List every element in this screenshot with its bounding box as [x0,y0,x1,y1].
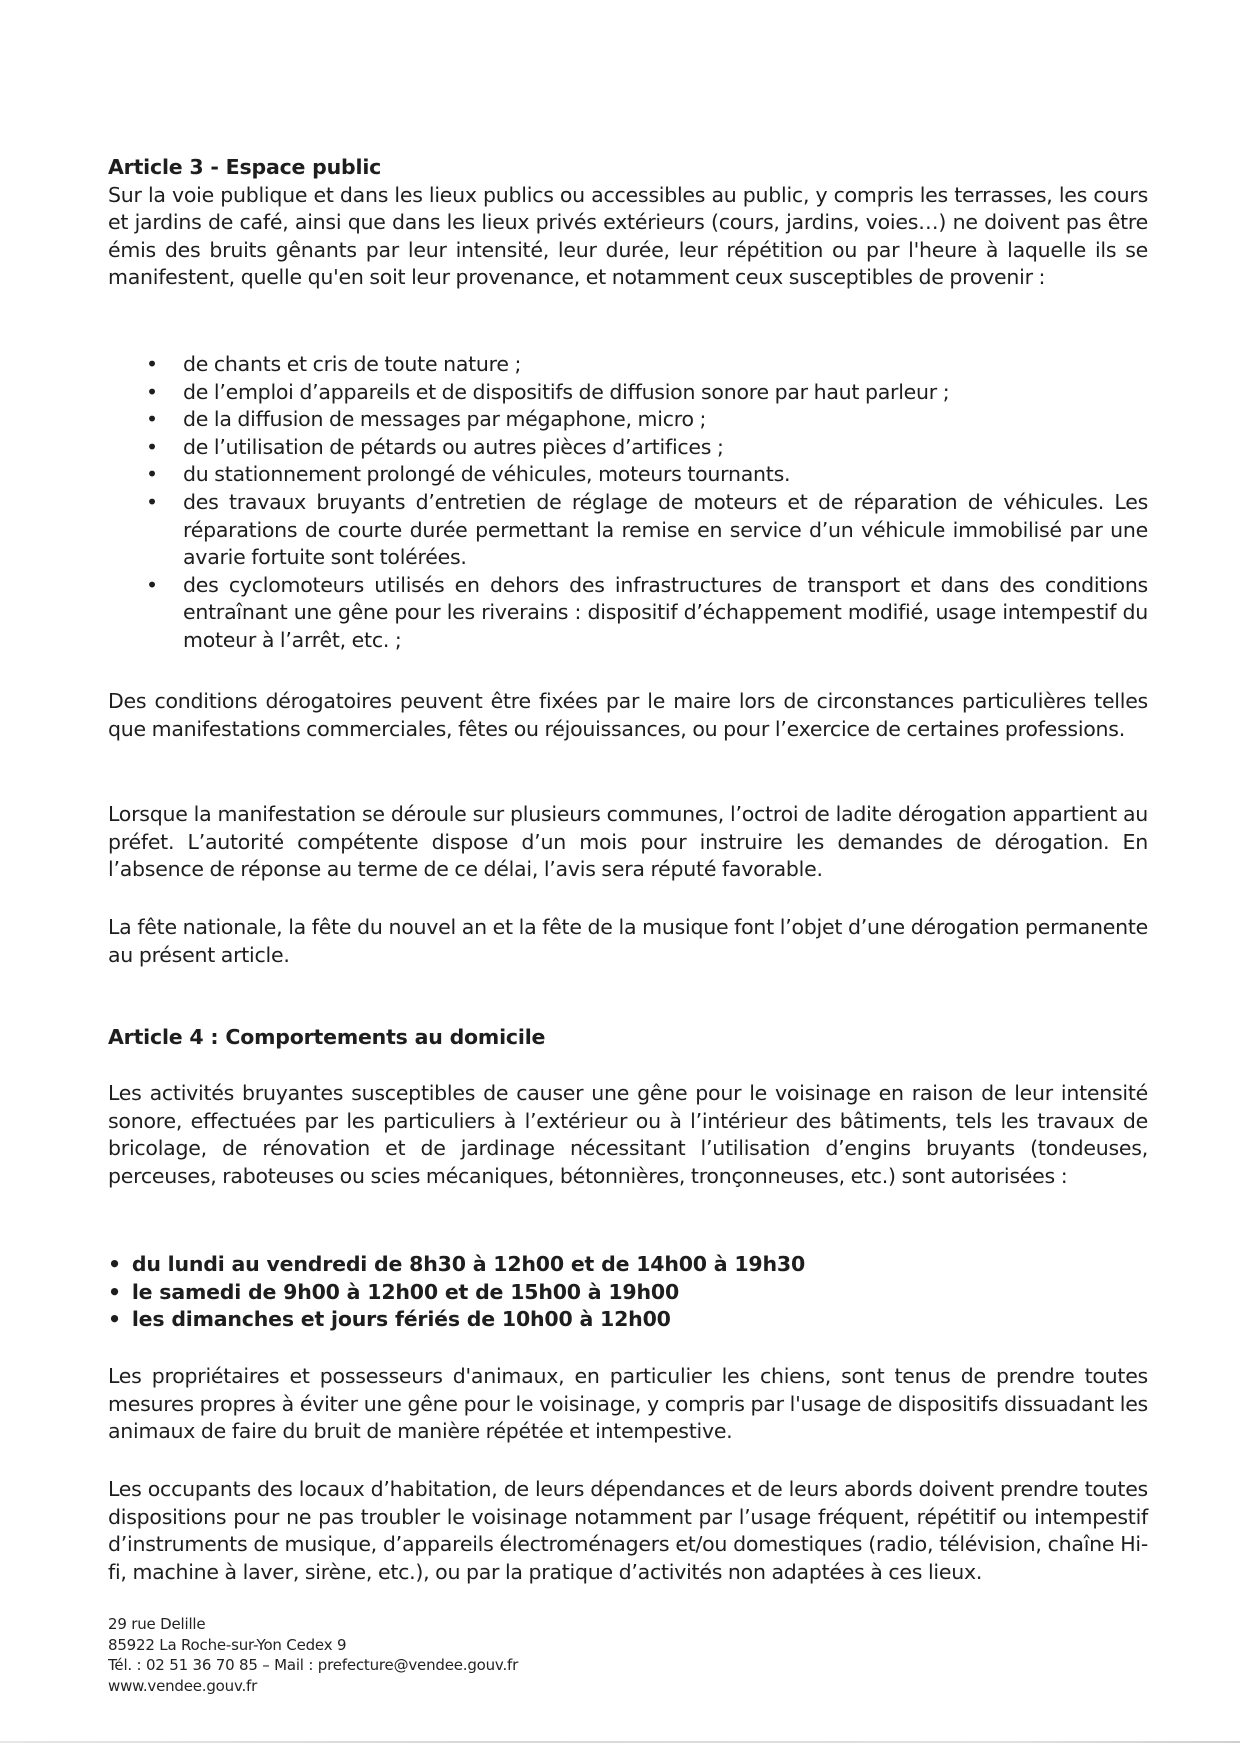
allowed-hours-list [108,1251,1148,1334]
list-item: • du stationnement prolongé de véhicules, moteurs tournants. [108,461,1148,489]
schedule-item-sunday-holidays: • les dimanches et jours fériés de 10h00 à 12h00 [108,1307,671,1332]
bullet-icon: • [146,489,158,514]
prefecture-footer [108,1614,518,1696]
multi-commune-paragraph: Lorsque la manifestation se déroule sur plusieurs communes, l’octroi de ladite dérogation appartient au préfet. L’autorité compétente dispose d’un mois pour instruire les demandes de dérogation. En l’absence de réponse au terme de ce délai, l’avis sera réputé favorable. [108,802,1148,882]
article-4-title: Article 4 : Comportements au domicile [108,1025,546,1049]
bullet-icon: • [108,1307,121,1332]
bullet-icon: • [146,462,158,487]
bullet-icon: • [146,407,158,432]
article-3-title: Article 3 - Espace public [108,155,382,179]
footer-website-link[interactable]: www.vendee.gouv.fr [108,1676,258,1695]
list-item: • de l’emploi d’appareils et de dispositifs de diffusion sonore par haut parleur ; [108,379,1148,407]
article-4-intro: Les activités bruyantes susceptibles de causer une gêne pour le voisinage en raison de leur intensité sonore, effectuées par les particuliers à l’extérieur ou à l’intérieur des bâtiments, tels les travaux de bricolage, de rénovation et de jardinage nécessitant l’utilisation d’engins bruyants (tondeuses, perceuses, raboteuses ou scies mécaniques, bétonnières, tronçonneuses, etc.) sont autorisées : [108,1081,1148,1188]
bullet-icon: • [108,1252,121,1276]
bullet-icon: • [146,379,158,404]
bullet-icon: • [146,352,158,376]
animals-paragraph: Les propriétaires et possesseurs d'animaux, en particulier les chiens, sont tenus de prendre toutes mesures propres à éviter une gêne pour le voisinage, y compris par l'usage de dispositifs dissuadant les animaux de faire du bruit de manière répétée et intempestive. [108,1364,1148,1444]
footer-contact: Tél. : 02 51 36 70 85 – Mail : prefecture@vendee.gouv.fr [108,1656,519,1674]
bullet-icon: • [108,1279,121,1304]
article-3 [108,154,1148,292]
list-item: • des cyclomoteurs utilisés en dehors des infrastructures de transport et dans des conditions entraînant une gêne pour les riverains : dispositif d’échappement modifié, usage intempestif du moteur à l’arrêt, etc. ; [146,572,1148,652]
list-item: • de chants et cris de toute nature ; [108,351,1148,379]
list-item: • de la diffusion de messages par mégaphone, micro ; [108,406,1148,434]
bullet-icon: • [146,572,158,597]
schedule-item-weekdays: • du lundi au vendredi de 8h30 à 12h00 et de 14h00 à 19h30 [108,1252,806,1276]
schedule-item-saturday: • le samedi de 9h00 à 12h00 et de 15h00 à 19h00 [108,1279,680,1304]
permanent-derogation-paragraph: La fête nationale, la fête du nouvel an et la fête de la musique font l’objet d’une dérogation permanente au présent article. [108,915,1148,967]
scan-edge-divider [0,1741,1240,1743]
article-3-intro: Sur la voie publique et dans les lieux publics ou accessibles au public, y compris les terrasses, les cours et jardins de café, ainsi que dans les lieux privés extérieurs (cours, jardins, voies…) ne doivent pas être émis des bruits gênants par leur intensité, leur durée, leur répétition ou par l'heure à laquelle ils se manifestent, quelle qu'en soit leur provenance, et notamment ceux susceptibles de provenir : [108,182,1148,290]
derogation-paragraph: Des conditions dérogatoires peuvent être fixées par le maire lors de circonstances particulières telles que manifestations commerciales, fêtes ou réjouissances, ou pour l’exercice de certaines professions. [108,689,1148,741]
list-item: • de l’utilisation de pétards ou autres pièces d’artifices ; [108,434,1148,462]
article-3-bullet-list [108,351,1148,655]
occupants-paragraph: Les occupants des locaux d’habitation, de leurs dépendances et de leurs abords doivent prendre toutes dispositions pour ne pas troubler le voisinage notamment par l’usage fréquent, répétitif ou intempestif d’instruments de musique, d’appareils électroménagers et/ou domestiques (radio, télévision, chaîne Hi-fi, machine à laver, sirène, etc.), ou par la pratique d’activités non adaptées à ces lieux. [108,1477,1148,1584]
list-item: • des travaux bruyants d’entretien de réglage de moteurs et de réparation de véhicules. Les réparations de courte durée permettant la remise en service d’un véhicule immobilisé par une avarie fortuite sont tolérées. [146,489,1148,570]
bullet-icon: • [146,434,158,459]
footer-address-city: 85922 La Roche-sur-Yon Cedex 9 [108,1635,347,1654]
footer-address-street: 29 rue Delille [108,1615,206,1633]
